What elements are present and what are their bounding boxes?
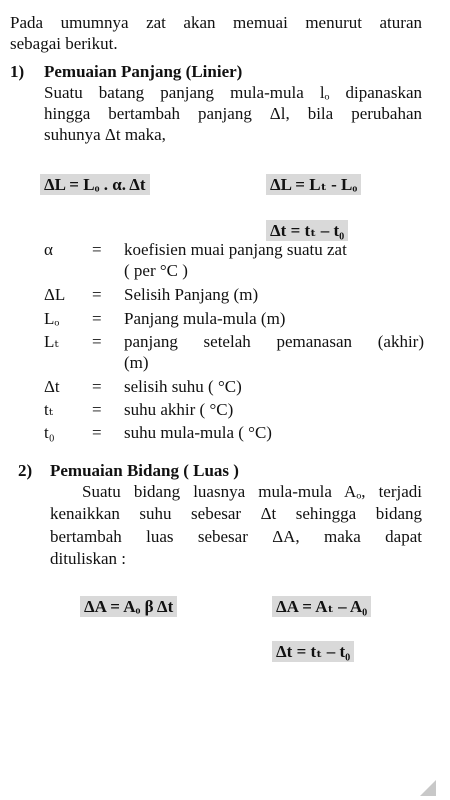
- formula-length-change: ΔL = Lₜ - Lₒ: [266, 174, 361, 195]
- page-curl-icon[interactable]: [420, 780, 436, 796]
- intro-line-1: Pada umumnya zat akan memuai menurut aturan: [10, 13, 422, 32]
- def-delta-t-desc: selisih suhu ( °C): [124, 377, 242, 396]
- section1-para-line-1: Suatu batang panjang mula-mula lₒ dipanaskan: [44, 83, 422, 102]
- def-delta-t-eq: =: [92, 377, 102, 396]
- def-tt-desc: suhu akhir ( °C): [124, 400, 234, 419]
- def-alpha-eq: =: [92, 240, 102, 259]
- section2-title: Pemuaian Bidang ( Luas ): [50, 461, 239, 480]
- section1-para-line-3: suhunya Δt maka,: [44, 125, 166, 144]
- section1-para-line-2: hingga bertambah panjang Δl, bila perubahan: [44, 104, 422, 123]
- def-delta-l-symbol: ΔL: [44, 285, 66, 304]
- def-lt-eq: =: [92, 332, 102, 351]
- section2-para-line-3: bertambah luas sebesar ΔA, maka dapat: [50, 527, 422, 546]
- def-l0-eq: =: [92, 309, 102, 328]
- section1-title: Pemuaian Panjang (Linier): [44, 62, 243, 81]
- def-delta-l-eq: =: [92, 285, 102, 304]
- def-lt-symbol: Lₜ: [44, 332, 59, 351]
- def-tt-eq: =: [92, 400, 102, 419]
- def-l0-symbol: Lₒ: [44, 309, 60, 328]
- formula-area-change: ΔA = Aₜ – A₀: [272, 596, 371, 617]
- def-t0-desc: suhu mula-mula ( °C): [124, 423, 272, 442]
- formula-area-expansion: ΔA = Aₒ β Δt: [80, 596, 177, 617]
- def-tt-symbol: tₜ: [44, 400, 53, 419]
- def-t0-symbol: t₀: [44, 423, 55, 442]
- section2-para-line-4: dituliskan :: [50, 549, 127, 568]
- def-lt-desc-2: (m): [124, 353, 149, 372]
- def-alpha-symbol: α: [44, 240, 53, 259]
- def-delta-t-symbol: Δt: [44, 377, 60, 396]
- def-alpha-desc-2: ( per °C ): [124, 261, 188, 280]
- def-lt-desc: panjang setelah pemanasan (akhir): [124, 332, 424, 351]
- intro-line-2: sebagai berikut.: [10, 34, 118, 53]
- section2-para-line-2: kenaikkan suhu sebesar Δt sehingga bidang: [50, 504, 422, 523]
- def-l0-desc: Panjang mula-mula (m): [124, 309, 286, 328]
- def-alpha-desc: koefisien muai panjang suatu zat: [124, 240, 347, 259]
- def-t0-eq: =: [92, 423, 102, 442]
- formula-temp-change-1: Δt = tₜ – t₀: [266, 220, 348, 241]
- formula-linear-expansion: ΔL = Lₒ . α. Δt: [40, 174, 150, 195]
- formula-temp-change-2: Δt = tₜ – t₀: [272, 641, 354, 662]
- def-delta-l-desc: Selisih Panjang (m): [124, 285, 259, 304]
- section2-number: 2): [18, 461, 33, 480]
- section2-para-line-1: Suatu bidang luasnya mula-mula Aₒ, terjadi: [82, 482, 422, 501]
- section1-number: 1): [10, 62, 25, 81]
